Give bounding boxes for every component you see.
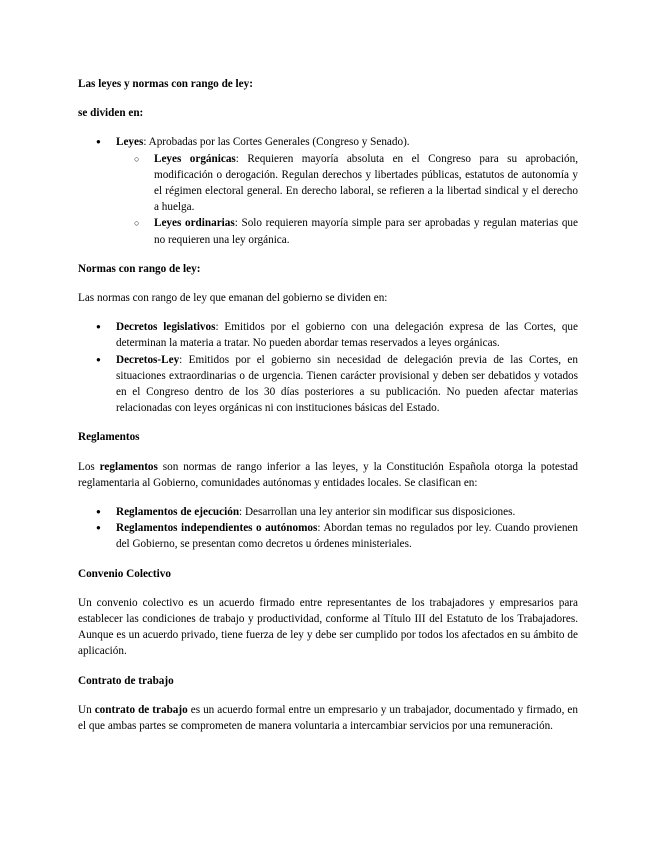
list-item-leyes-ordinarias [116,215,578,247]
document-body [78,76,578,734]
text-decretos-legislativos: : Emitidos por el gobierno con una delegación expresa de las Cortes, que determinan la materia a tratar. No pueden abordar temas reservados a leyes orgánicas. [116,321,578,350]
normas-list [78,319,578,416]
contrato-prefix: Un [78,703,95,716]
paragraph-reglamentos-intro [78,459,578,491]
reglamentos-intro-text: son normas de rango inferior a las leyes, y la Constitución Española otorga la potestad reglamentaria al Gobierno, comunidades autónomas y entidades locales. Se clasifican en: [78,460,578,489]
paragraph-contrato [78,702,578,734]
leyes-sublist [116,151,578,248]
term-contrato: contrato de trabajo [94,703,188,716]
contrato-text: es un acuerdo formal entre un empresario y un trabajador, documentado y firmado, en el que ambas partes se comprometen de manera voluntaria a intercambiar servicios por una remuneración. [78,703,578,733]
list-item-decretos-legislativos [78,319,578,351]
text-leyes-organicas: : Requieren mayoría absoluta en el Congreso para su aprobación, modificación o derogación. Regulan derechos y libertades públicas, estatutos de autonomía y el régimen electoral general. En derecho laboral, se refieren a la libertad sindical y el derecho a huelga. [154,152,578,214]
text-leyes: : Aprobadas por las Cortes Generales (Congreso y Senado). [143,136,410,149]
term-reglamentos-ejecucion: Reglamentos de ejecución [116,506,240,519]
list-item-leyes-organicas [116,151,578,216]
text-leyes-ordinarias: : Solo requieren mayoría simple para ser aprobadas y regulan materias que no requieren una ley orgánica. [154,217,578,246]
reglamentos-intro-prefix: Los [78,460,100,473]
reglamentos-list [78,504,578,553]
leyes-list [78,134,578,247]
section-subtitle: se dividen en: [78,107,144,120]
term-reglamentos-independientes: Reglamentos independientes o autónomos [116,522,318,535]
list-item-leyes [78,134,578,247]
paragraph-convenio: Un convenio colectivo es un acuerdo firmado entre representantes de los trabajadores y empresarios para establecer las condiciones de trabajo y productividad, conforme al Título III del Estatuto de los Trabajadores. Aunque es un acuerdo privado, tiene fuerza de ley y debe ser cumplido por todos los afectados en su ámbito de aplicación. [78,596,578,658]
paragraph-normas-intro: Las normas con rango de ley que emanan del gobierno se dividen en: [78,292,388,305]
term-leyes-organicas: Leyes orgánicas [154,152,236,165]
term-leyes: Leyes [116,136,144,149]
text-decretos-ley: : Emitidos por el gobierno sin necesidad de delegación previa de las Cortes, en situaciones extraordinarias o de urgencia. Tienen carácter provisional y deben ser debatidos y votados en el Congreso dentro de los 30 días posteriores a su publicación. No pueden afectar materias relacionadas con leyes orgánicas ni con instituciones básicas del Estado. [116,353,578,415]
list-item-decretos-ley [78,352,578,417]
text-reglamentos-ejecucion: : Desarrollan una ley anterior sin modificar sus disposiciones. [239,506,516,519]
text-reglamentos-independientes: : Abordan temas no regulados por ley. Cuando provienen del Gobierno, se presentan como decretos u órdenes ministeriales. [116,522,578,551]
heading-contrato: Contrato de trabajo [78,674,174,687]
heading-convenio: Convenio Colectivo [78,567,171,580]
section-title: Las leyes y normas con rango de ley: [78,78,253,90]
heading-normas: Normas con rango de ley: [78,262,201,275]
list-item-reglamentos-ejecucion [78,504,578,520]
term-decretos-legislativos: Decretos legislativos [116,321,216,334]
term-leyes-ordinarias: Leyes ordinarias [154,217,235,230]
heading-reglamentos: Reglamentos [78,431,140,444]
term-reglamentos: reglamentos [99,460,158,473]
term-decretos-ley: Decretos-Ley [116,353,180,366]
list-item-reglamentos-independientes [78,520,578,552]
